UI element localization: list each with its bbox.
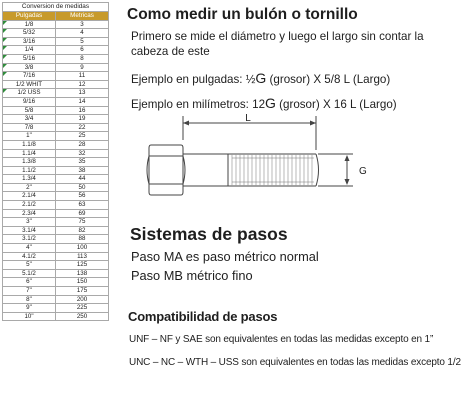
bolt-shank [183,154,319,186]
length-arrow-right [310,121,316,126]
paso-ma-text: Paso MA es paso métrico normal [131,249,319,264]
table-title: Conversion de medidas [3,3,109,12]
inch-cell: 2.1/2 [3,201,56,210]
bolt-diagram [140,112,370,214]
inch-cell: 10" [3,312,56,321]
table-row [3,20,109,29]
table-row [3,235,109,244]
thread-lines [232,154,312,186]
inch-example-post: (grosor) X 5/8 L (Largo) [266,73,391,86]
table-row [3,158,109,167]
table-row [3,37,109,46]
inch-cell: 1/2 USS [3,89,56,98]
inch-cell: 6" [3,278,56,287]
metric-cell: 11 [56,72,109,81]
metric-cell: 28 [56,140,109,149]
table-row [3,54,109,63]
compat-unc-text: UNC – NC – WTH – USS son equivalentes en todas las medidas excepto 1/2 [129,357,461,368]
inch-example-g: G [255,70,267,86]
metric-cell: 25 [56,132,109,141]
metric-cell: 35 [56,158,109,167]
metric-cell: 100 [56,244,109,253]
inch-cell: 3.1/4 [3,226,56,235]
metric-cell: 6 [56,46,109,55]
mm-example-pre: Ejemplo en milímetros: 12 [131,98,266,111]
metric-cell: 88 [56,235,109,244]
inch-cell: 1.3/8 [3,158,56,167]
compat-title: Compatibilidad de pasos [128,309,278,324]
header-metric: Metricas [56,12,109,21]
inch-cell: 7/16 [3,72,56,81]
table-row [3,261,109,270]
inch-cell: 1/2 WHIT [3,80,56,89]
inch-cell: 7/8 [3,123,56,132]
table-row [3,89,109,98]
inch-cell: 1/8 [3,20,56,29]
table-row [3,252,109,261]
inch-cell: 1.1/2 [3,166,56,175]
length-arrow-left [183,121,189,126]
inch-example-pre: Ejemplo en pulgadas: ½ [131,73,256,86]
inch-cell: 3/8 [3,63,56,72]
inch-cell: 1.3/4 [3,175,56,184]
table-row [3,312,109,321]
mm-example-g: G [265,95,276,111]
metric-cell: 4 [56,29,109,38]
inch-cell: 5/32 [3,29,56,38]
metric-cell: 250 [56,312,109,321]
table-row [3,278,109,287]
inch-cell: 3" [3,218,56,227]
conversion-table [2,2,109,321]
inch-cell: 2.3/4 [3,209,56,218]
metric-cell: 8 [56,54,109,63]
table-row [3,192,109,201]
table-row [3,201,109,210]
mm-example [131,95,397,111]
table-row [3,106,109,115]
metric-cell: 3 [56,20,109,29]
table-row [3,140,109,149]
table-row [3,132,109,141]
metric-cell: 82 [56,226,109,235]
table-row [3,123,109,132]
compat-unf-text: UNF – NF y SAE son equivalentes en todas las medidas excepto en 1” [129,334,434,345]
inch-cell: 8" [3,295,56,304]
table-row [3,304,109,313]
metric-cell: 38 [56,166,109,175]
metric-cell: 16 [56,106,109,115]
table-row [3,115,109,124]
inch-cell: 1/4 [3,46,56,55]
inch-cell: 5.1/2 [3,269,56,278]
metric-cell: 113 [56,252,109,261]
metric-cell: 19 [56,115,109,124]
table-row [3,218,109,227]
metric-cell: 14 [56,97,109,106]
metric-cell: 32 [56,149,109,158]
inch-cell: 1.1/4 [3,149,56,158]
table-row [3,295,109,304]
table-row [3,175,109,184]
inch-cell: 5/8 [3,106,56,115]
metric-cell: 125 [56,261,109,270]
table-row [3,269,109,278]
metric-cell: 5 [56,37,109,46]
inch-cell: 4.1/2 [3,252,56,261]
table-row [3,80,109,89]
inch-cell: 9/16 [3,97,56,106]
intro-line-2: cabeza de este [131,45,210,58]
inch-example [131,70,390,86]
header-inches: Pulgadas [3,12,56,21]
diameter-label: G [359,166,367,177]
table-row [3,149,109,158]
diameter-arrow-bottom [345,179,350,185]
metric-cell: 9 [56,63,109,72]
inch-cell: 1" [3,132,56,141]
paso-mb-text: Paso MB métrico fino [131,268,253,283]
table-row [3,287,109,296]
table-row [3,244,109,253]
pasos-title: Sistemas de pasos [130,224,288,244]
inch-cell: 2.1/4 [3,192,56,201]
mm-example-post: (grosor) X 16 L (Largo) [275,98,397,111]
metric-cell: 150 [56,278,109,287]
inch-cell: 7" [3,287,56,296]
inch-cell: 1.1/8 [3,140,56,149]
table-row [3,166,109,175]
metric-cell: 75 [56,218,109,227]
inch-cell: 2" [3,183,56,192]
table-row [3,46,109,55]
inch-cell: 9" [3,304,56,313]
table-row [3,72,109,81]
metric-cell: 22 [56,123,109,132]
inch-cell: 3/4 [3,115,56,124]
inch-cell: 3.1/2 [3,235,56,244]
length-label: L [245,113,251,124]
table-row [3,29,109,38]
table-row [3,183,109,192]
bolt-head [147,145,185,195]
intro-line-1: Primero se mide el diámetro y luego el largo sin contar la [131,30,424,43]
table-row [3,226,109,235]
metric-cell: 138 [56,269,109,278]
metric-cell: 44 [56,175,109,184]
inch-cell: 5/16 [3,54,56,63]
table-row [3,97,109,106]
inch-cell: 4" [3,244,56,253]
metric-cell: 175 [56,287,109,296]
metric-cell: 225 [56,304,109,313]
metric-cell: 13 [56,89,109,98]
metric-cell: 56 [56,192,109,201]
conversion-rows [3,20,109,321]
metric-cell: 12 [56,80,109,89]
metric-cell: 200 [56,295,109,304]
table-row [3,209,109,218]
page-title: Como medir un bulón o tornillo [127,6,358,23]
inch-cell: 3/16 [3,37,56,46]
metric-cell: 50 [56,183,109,192]
metric-cell: 69 [56,209,109,218]
diameter-arrow-top [345,155,350,161]
metric-cell: 63 [56,201,109,210]
inch-cell: 5" [3,261,56,270]
table-row [3,63,109,72]
